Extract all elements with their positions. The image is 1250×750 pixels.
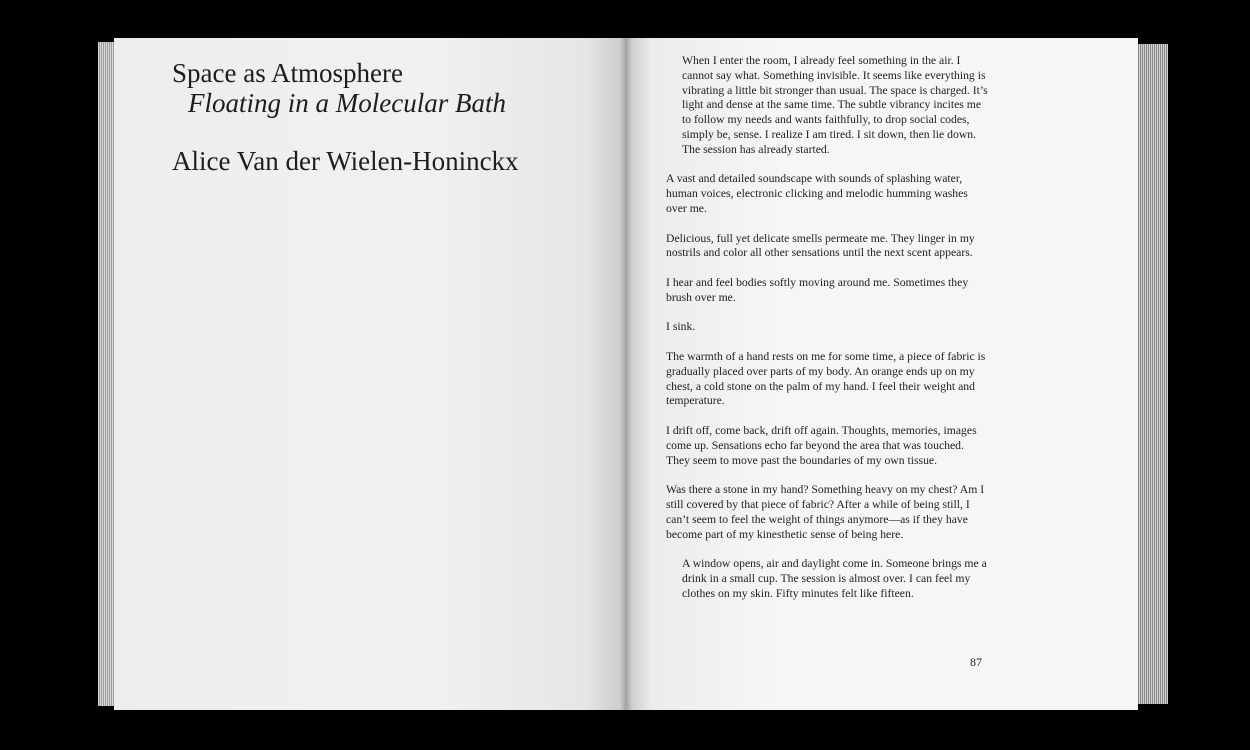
paragraph: I drift off, come back, drift off again. Thoughts, memories, images come up. Sensations echo far beyond the area that was touched. They seem to move past the boundaries of my own tissue. <box>666 423 977 467</box>
paragraph: I hear and feel bodies softly moving around me. Sometimes they brush over me. <box>666 275 969 304</box>
paragraph: Was there a stone in my hand? Something heavy on my chest? Am I still covered by that piece of fabric? After a while of being still, I can’t seem to feel the weight of things anymore—as if they have become part of my kinesthetic sense of being here. <box>666 483 985 541</box>
paragraph: A vast and detailed soundscape with sounds of splashing water, human voices, electronic clicking and melodic humming washes over me. <box>666 172 968 215</box>
paragraph: A window opens, air and daylight come in. Someone brings me a drink in a small cup. The session is almost over. I can feel my clothes on my skin. Fifty minutes felt like fifteen. <box>682 557 987 600</box>
chapter-title: Space as Atmosphere <box>172 58 403 88</box>
book-gutter <box>620 38 632 710</box>
chapter-heading <box>172 58 519 176</box>
paragraph: When I enter the room, I already feel something in the air. I cannot say what. Something invisible. It seems like everything is vibrating a little bit stronger than usual. The space is charged. It’s light and dense at the same time. The subtle vibrancy incites me to follow my needs and wants faithfully, to drop social codes, simply be, sense. I realize I am tired. I sit down, then lie down. The session has already started. <box>682 54 988 156</box>
body-text <box>666 54 990 616</box>
author-name: Alice Van der Wielen-Honinckx <box>172 146 519 176</box>
paragraph: I sink. <box>666 320 696 334</box>
chapter-subtitle: Floating in a Molecular Bath <box>188 88 506 118</box>
paragraph: The warmth of a hand rests on me for some time, a piece of fabric is gradually placed over parts of my body. An orange ends up on my chest, a cold stone on the palm of my hand. I feel their weight and temperature. <box>666 349 986 408</box>
paragraph: Delicious, full yet delicate smells permeate me. They linger in my nostrils and color all other sensations until the next scent appears. <box>666 231 975 260</box>
page-number: 87 <box>970 655 982 669</box>
